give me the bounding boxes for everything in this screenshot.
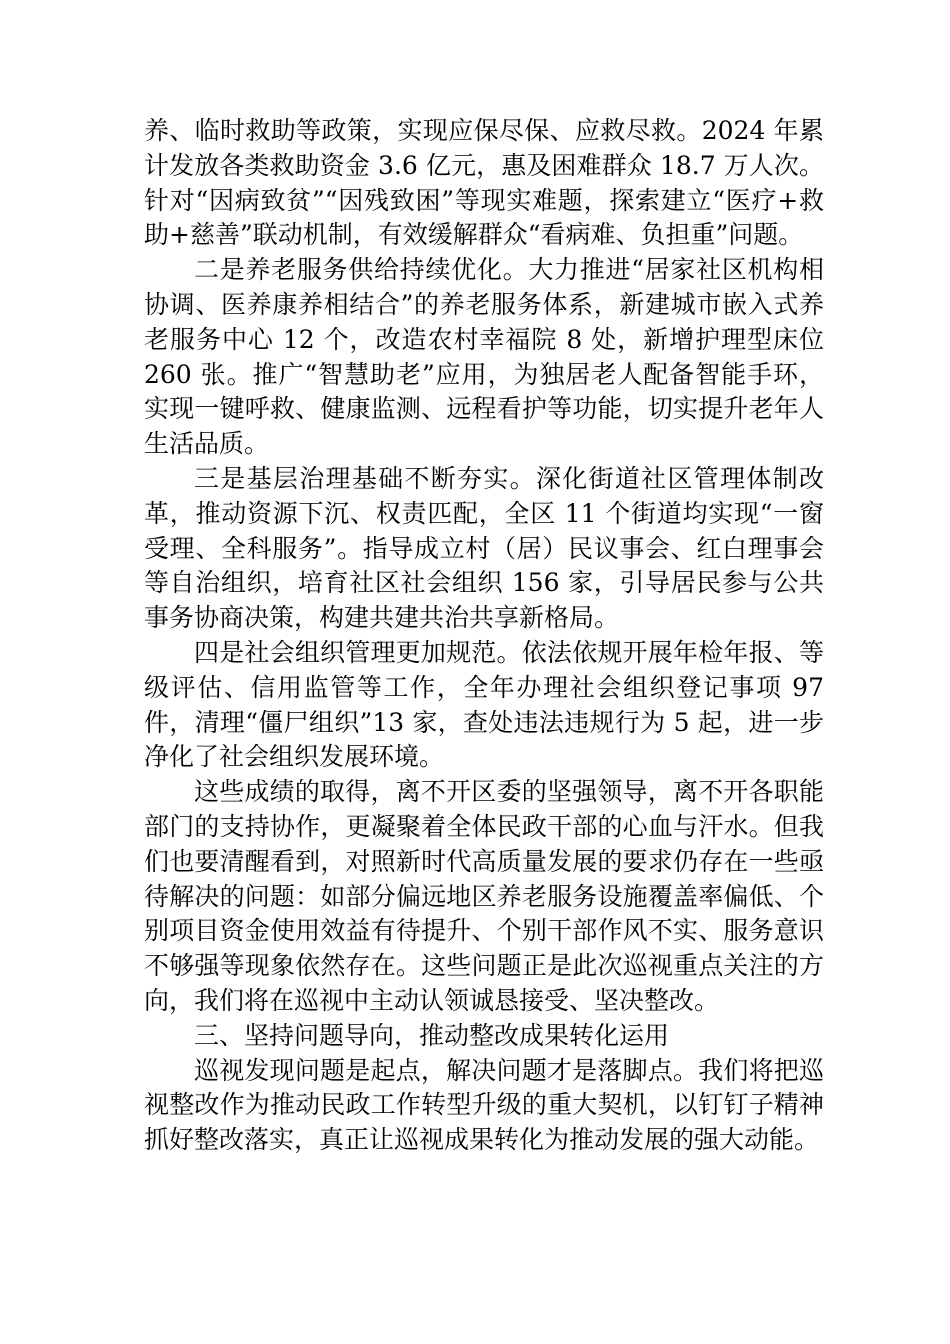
paragraph-social-assistance-continued: 养、临时救助等政策，实现应保尽保、应救尽救。2024 年累计发放各类救助资金 3.6 亿元，惠及困难群众 18.7 万人次。针对“因病致贫”“因残致困”等现实难题，探索建立“医疗+救助+慈善”联动机制，有效缓解群众“看病难、负担重”问题。 xyxy=(144,116,824,250)
paragraph-rectification: 巡视发现问题是起点，解决问题才是落脚点。我们将把巡视整改作为推动民政工作转型升级的重大契机，以钉钉子精神抓好整改落实，真正让巡视成果转化为推动发展的强大动能。 xyxy=(144,1055,824,1155)
section-heading-3: 三、坚持问题导向，推动整改成果转化运用 xyxy=(194,1020,670,1050)
paragraph-elderly-care: 二是养老服务供给持续优化。大力推进“居家社区机构相协调、医养康养相结合”的养老服务体系，新建城市嵌入式养老服务中心 12 个，改造农村幸福院 8 处，新增护理型床位 260 张。推广“智慧助老”应用，为独居老人配备智能手环，实现一键呼救、健康监测、远程看护等功能，切实提升老年人生活品质。 xyxy=(144,255,824,459)
document-body xyxy=(144,114,824,1158)
paragraph-social-organizations: 四是社会组织管理更加规范。依法依规开展年检年报、等级评估、信用监管等工作，全年办理社会组织登记事项 97 件，清理“僵尸组织”13 家，查处违法违规行为 5 起，进一步净化了社会组织发展环境。 xyxy=(144,637,824,772)
paragraph-achievements-and-problems: 这些成绩的取得，离不开区委的坚强领导，离不开各职能部门的支持协作，更凝聚着全体民政干部的心血与汗水。但我们也要清醒看到，对照新时代高质量发展的要求仍存在一些亟待解决的问题：如部分偏远地区养老服务设施覆盖率偏低、个别项目资金使用效益有待提升、个别干部作风不实、服务意识不够强等现象依然存在。这些问题正是此次巡视重点关注的方向，我们将在巡视中主动认领诚恳接受、坚决整改。 xyxy=(144,777,824,1015)
paragraph-grassroots-governance: 三是基层治理基础不断夯实。深化街道社区管理体制改革，推动资源下沉、权责匹配，全区 11 个街道均实现“一窗受理、全科服务”。指导成立村（居）民议事会、红白理事会等自治组织，培育社区社会组织 156 家，引导居民参与公共事务协商决策，构建共建共治共享新格局。 xyxy=(144,463,824,633)
